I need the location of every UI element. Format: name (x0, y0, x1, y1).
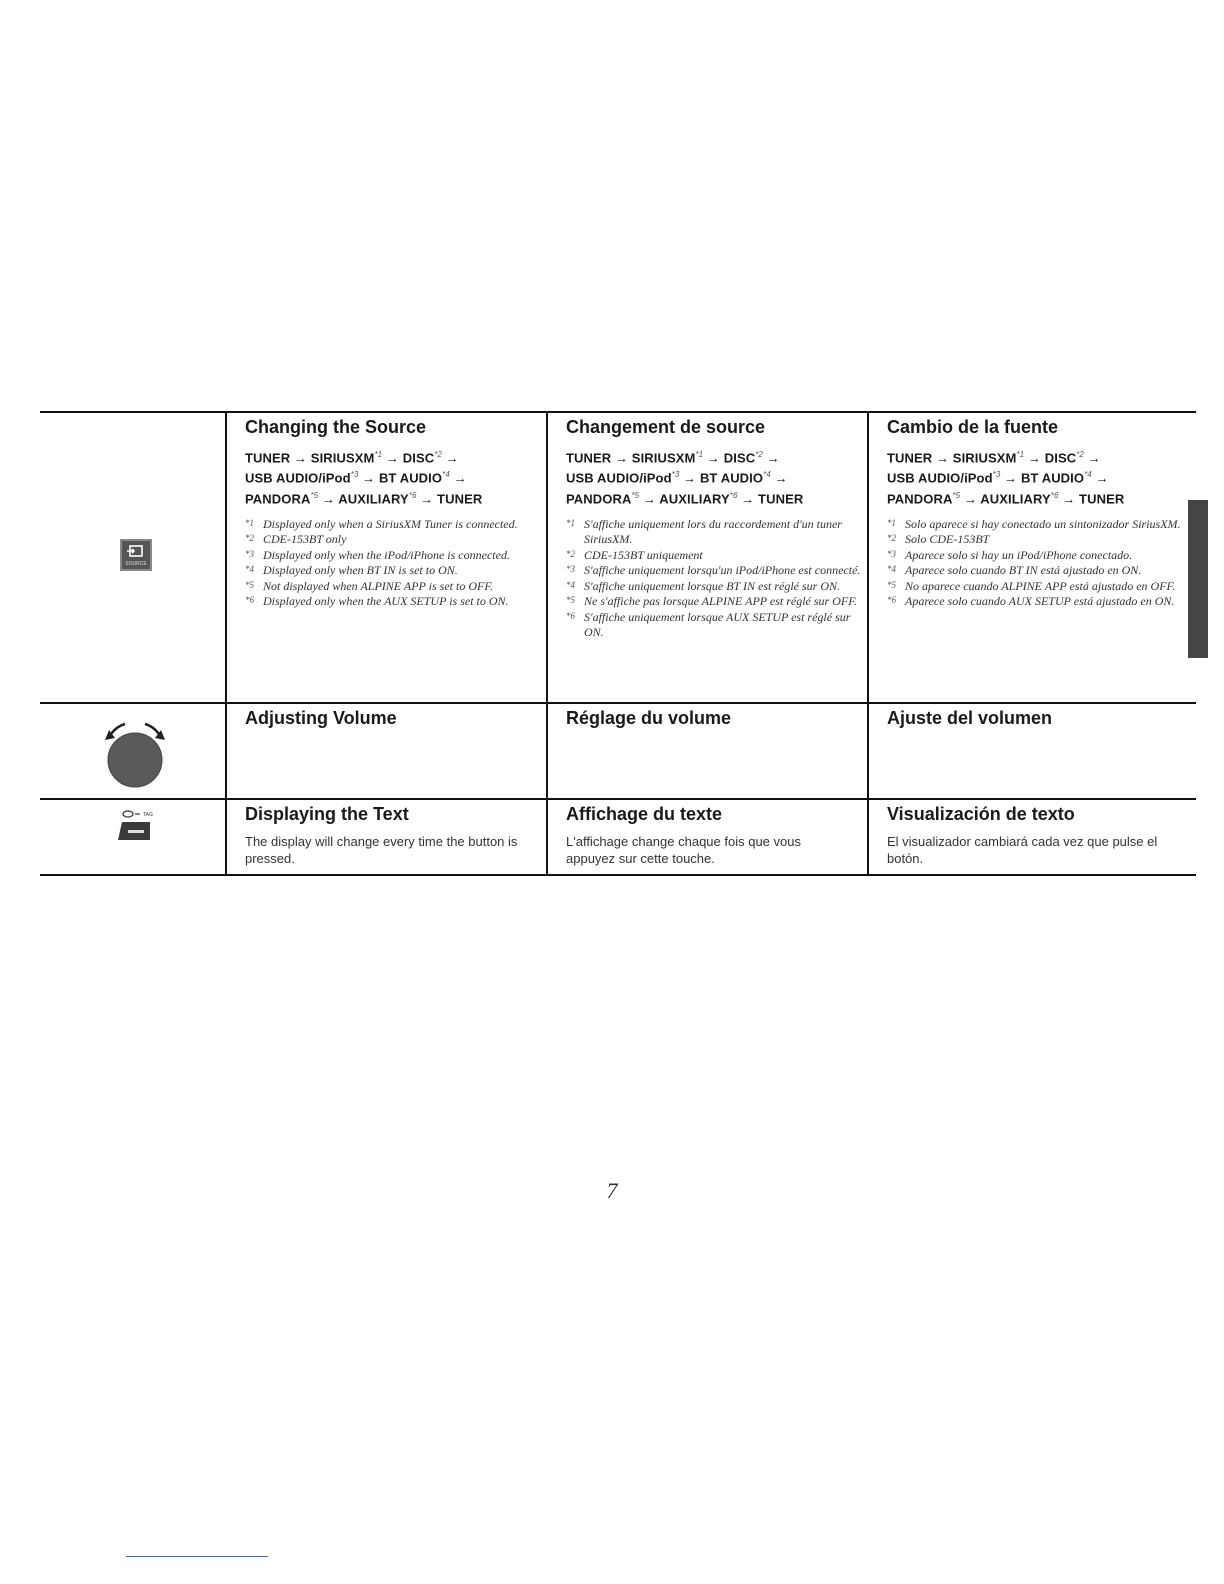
section-title: Cambio de la fuente (887, 417, 1059, 437)
footnote: *3 S'affiche uniquement lorsqu'un iPod/iPhone est connecté. (566, 563, 861, 578)
footnote: *5 Not displayed when ALPINE APP is set to OFF. (245, 578, 494, 593)
footnote: *2 CDE-153BT only (245, 532, 347, 547)
col-es-source (869, 413, 1190, 702)
section-title: Ajuste del volumen (887, 708, 1053, 728)
col-en-volume (227, 704, 548, 798)
footnotes (887, 517, 1190, 610)
icon-cell-volume (40, 704, 227, 798)
footnote: *5 No aparece cuando ALPINE APP está ajustado en OFF. (887, 578, 1176, 593)
section-title: Displaying the Text (245, 804, 409, 824)
footnote: *1 S'affiche uniquement lors du raccordement d'un tuner SiriusXM. (566, 516, 842, 547)
side-thumb-tab (1188, 500, 1208, 658)
row-volume (40, 702, 1196, 798)
section-title: Visualización de texto (887, 804, 1075, 824)
source-button-icon (120, 539, 152, 571)
footnote: *5 Ne s'affiche pas lorsque ALPINE APP est réglé sur OFF. (566, 594, 857, 609)
volume-knob-icon (95, 718, 175, 794)
source-sequence: TUNER → $SIRIUSXM^{*1}$ → $DISC^{*2}$ → USB AUDIO/iPod$^{*3}$ → BT $AUDIO^{*4}$ → $PANDORA^{*5}$ → $AUXILIARY^{*6}$ → TUNER (887, 450, 1125, 506)
footer-rule (126, 1556, 268, 1557)
text-button-label: TAG (143, 812, 153, 818)
col-fr-source (548, 413, 869, 702)
col-es-text (869, 800, 1190, 874)
footnote: *3 Displayed only when the iPod/iPhone is connected. (245, 547, 510, 562)
footnote: *6 Aparece solo cuando AUX SETUP está ajustado en ON. (887, 594, 1175, 609)
source-button-label: SOURCE (125, 561, 147, 567)
row-source (40, 411, 1196, 702)
col-en-text (227, 800, 548, 874)
col-fr-text (548, 800, 869, 874)
col-fr-volume (548, 704, 869, 798)
section-title: Réglage du volume (566, 708, 732, 728)
section-title: Changement de source (566, 417, 766, 437)
footnote: *6 S'affiche uniquement lorsque AUX SETUP est réglé sur ON. (566, 609, 851, 640)
section-description: The display will change every time the button is pressed. (245, 834, 518, 866)
row-text (40, 798, 1196, 876)
section-description: L'affichage change chaque fois que vous appuyez sur cette touche. (566, 834, 801, 866)
footnote: *1 Displayed only when a SiriusXM Tuner is connected. (245, 516, 518, 531)
footnote: *6 Displayed only when the AUX SETUP is set to ON. (245, 594, 509, 609)
section-description: El visualizador cambiará cada vez que pulse el botón. (887, 834, 1158, 866)
manual-table (40, 411, 1196, 876)
col-es-volume (869, 704, 1190, 798)
footnote: *2 CDE-153BT uniquement (566, 547, 703, 562)
section-title: Affichage du texte (566, 804, 723, 824)
section-title: Changing the Source (245, 417, 427, 437)
footnote: *4 Displayed only when BT IN is set to ON. (245, 563, 458, 578)
icon-cell-text (40, 800, 227, 874)
text-button-icon (114, 808, 160, 848)
icon-cell-source (40, 413, 227, 702)
col-en-source (227, 413, 548, 702)
footnotes (245, 517, 546, 610)
footnote: *4 Aparece solo cuando BT IN está ajustado en ON. (887, 563, 1142, 578)
footnotes (566, 517, 867, 641)
footnote: *3 Aparece solo si hay un iPod/iPhone conectado. (887, 547, 1133, 562)
footnote: *2 Solo CDE-153BT (887, 532, 990, 547)
footnote: *4 S'affiche uniquement lorsque BT IN est réglé sur ON. (566, 578, 840, 593)
section-title: Adjusting Volume (245, 708, 397, 728)
source-sequence: TUNER → $SIRIUSXM^{*1}$ → $DISC^{*2}$ → USB AUDIO/iPod$^{*3}$ → BT $AUDIO^{*4}$ → $PANDORA^{*5}$ → $AUXILIARY^{*6}$ → TUNER (245, 450, 483, 506)
footnote: *1 Solo aparece si hay conectado un sintonizador SiriusXM. (887, 516, 1181, 531)
page-number: 7 (606, 1178, 618, 1203)
source-sequence: TUNER → $SIRIUSXM^{*1}$ → $DISC^{*2}$ → USB AUDIO/iPod$^{*3}$ → BT $AUDIO^{*4}$ → $PANDORA^{*5}$ → $AUXILIARY^{*6}$ → TUNER (566, 450, 804, 506)
